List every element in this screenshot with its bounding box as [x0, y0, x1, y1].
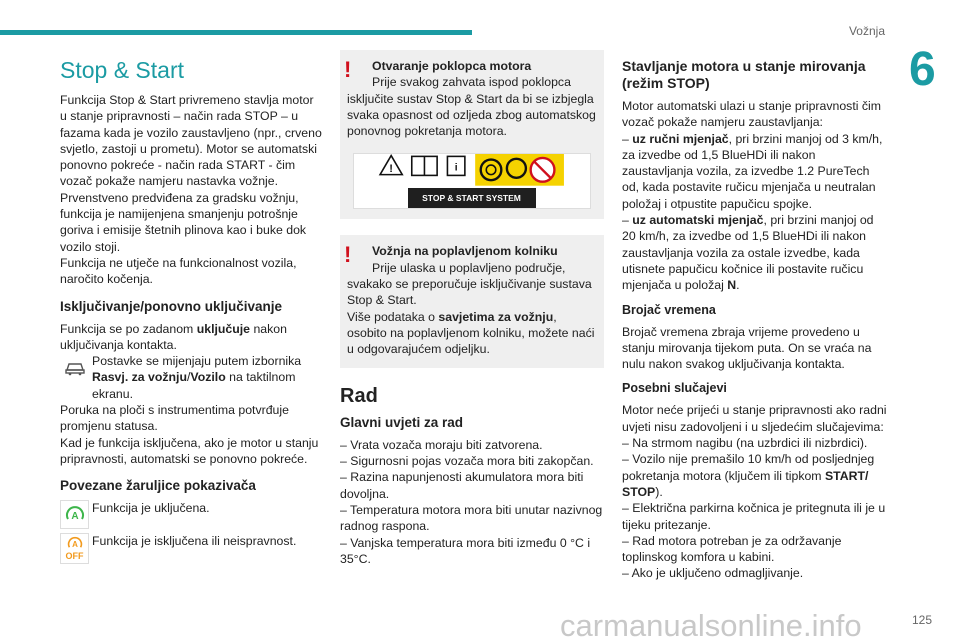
condition-item: – Vanjska temperatura mora biti između 0 °C i 35°C.: [340, 535, 591, 566]
column-stop-mode: [622, 50, 888, 582]
chapter-number: 6: [909, 43, 936, 96]
column-warnings: [340, 50, 604, 567]
menu-instruction: Postavke se mijenjaju putem izbornika Rasvj. za vožnju/Vozilo na taktilnom ekranu.: [60, 353, 322, 402]
warning-icon: !: [344, 57, 352, 82]
switch-paragraph: Poruka na ploči s instrumentima potvrđuje promjenu statusa.: [60, 403, 289, 434]
lamp-off-text: Funkcija je isključena ili neispravnost.: [92, 534, 297, 549]
svg-text:A: A: [70, 510, 79, 522]
warning-bonnet: ! Otvaranje poklopca motora Prije svakog zahvata ispod poklopca isključite sustav Stop & Start da bi se izbjegla svaka opasnost od ozljeda zbog automatskog ponovnog pokretanja motora. ! i STOP & START SYSTEM: [340, 50, 604, 219]
sticker-label: STOP & START SYSTEM: [408, 188, 536, 208]
switch-paragraph: Funkcija se po zadanom uključuje nakon uključivanja kontakta.: [60, 321, 287, 352]
special-item: – Rad motora potreban je za održavanje toplinskog komfora u kabini.: [622, 533, 842, 565]
condition-item: – Temperatura motora mora biti unutar nazivnog radnog raspona.: [340, 503, 603, 534]
counter-text: Brojač vremena zbraja vrijeme provedeno u stanju mirovanja tijekom puta. On se vraća na nulu nakon svakog uključivanja kontakta.: [622, 324, 872, 372]
auto-start-off-orange-icon: A OFF: [60, 533, 89, 564]
lamp-off-row: [60, 533, 322, 564]
heading-special: Posebni slučajevi: [622, 381, 727, 396]
heading-conditions: Glavni uvjeti za rad: [340, 414, 464, 430]
heading-rad: Rad: [340, 384, 378, 407]
page-number: 125: [911, 613, 932, 627]
warning-flood: ! Vožnja na poplavljenom kolniku Prije ulaska u poplavljeno područje, svakako se preporučuje isključivanje sustava Stop & Start. Više podataka o savjetima za vožnju, osobito na poplavljenom kolniku, možete naći u odgovarajućem odjeljku.: [340, 235, 604, 367]
condition-item: – Sigurnosni pojas vozača mora biti zakopčan.: [340, 454, 594, 469]
sticker-pictograms: [356, 154, 588, 186]
lamp-on-row: [60, 500, 322, 529]
heading-counter: Brojač vremena: [622, 302, 716, 317]
heading-lamps: Povezane žaruljice pokazivača: [60, 478, 256, 494]
special-intro: Motor neće prijeći u stanje pripravnosti ako radni uvjeti nisu zadovoljeni i u sljedećim slučajevima:: [622, 403, 887, 434]
intro-paragraph: Funkcija Stop & Start privremeno stavlja motor u stanje pripravnosti – način rada STOP – u fazama kada je vozilo zaustavljeno (npr., crveno svjetlo, zastoji u prometu). Motor se automatski ponovno pokreće - način rada START - čim vozač pokaže namjeru nastavka vožnje.: [60, 93, 322, 189]
top-accent-bar: [0, 30, 472, 35]
warning-title: Vožnja na poplavljenom kolniku: [372, 244, 558, 259]
special-item: – Električna parkirna kočnica je pritegnuta ili je u tijeku pritezanje.: [622, 501, 886, 532]
intro-paragraph: Prvenstveno predviđena za gradsku vožnju, funkcija je namijenjena smanjenju potrošnje goriva i emisije štetnih plinova kao i buke dok vozilo stoji.: [60, 190, 307, 254]
stop-intro: Motor automatski ulazi u stanje pripravnosti čim vozač pokaže namjeru zaustavljanja:: [622, 99, 882, 130]
stop-manual: – uz ručni mjenjač, pri brzini manjoj od 3 km/h, za izvedbe od 1,5 BlueHDi ili nakon zaustavljanja vozila, za izvedbe 1.2 PureTech od, kada postavite ručicu mjenjača u neutralan položaj i otpustite papučicu spojke.: [622, 131, 883, 211]
column-stop-start: [60, 50, 322, 568]
heading-stop-mode: Stavljanje motora u stanje mirovanja (režim STOP): [622, 58, 866, 91]
special-item: – Vozilo nije premašilo 10 km/h od posljednjeg pokretanja motora (ključem ili tipkom START/ STOP).: [622, 452, 875, 499]
heading-switch: Isključivanje/ponovno uključivanje: [60, 298, 283, 314]
page-title: Stop & Start: [60, 57, 185, 83]
watermark: carmanualsonline.info: [560, 608, 862, 643]
stop-start-sticker: [353, 153, 591, 209]
special-item: – Na strmom nagibu (na uzbrdici ili nizbrdici).: [622, 436, 868, 451]
svg-text:!: !: [388, 163, 393, 176]
switch-paragraph: Kad je funkcija isključena, ako je motor u stanju pripravnosti, automatski se ponovno pokreće.: [60, 435, 319, 466]
auto-start-green-icon: [60, 500, 89, 529]
intro-paragraph: Funkcija ne utječe na funkcionalnost vozila, naročito kočenja.: [60, 255, 297, 287]
section-header: Vožnja: [848, 24, 885, 38]
stop-automatic: – uz automatski mjenjač, pri brzini manjoj od 20 km/h, za izvedbe od 1,5 BlueHDi ili nakon zaustavljanja vozila za ostale izvedbe, kada utisnete papučicu kočnice ili postavite ručicu mjenjača u položaj N.: [622, 213, 874, 293]
condition-item: – Razina napunjenosti akumulatora mora biti dovoljna.: [340, 470, 584, 501]
car-icon: [60, 353, 89, 382]
warning-title: Otvaranje poklopca motora: [372, 59, 532, 73]
warning-icon: !: [344, 242, 352, 268]
condition-item: – Vrata vozača moraju biti zatvorena.: [340, 437, 543, 452]
special-item: – Ako je uključeno odmagljivanje.: [622, 566, 804, 581]
svg-text:i: i: [454, 163, 458, 175]
lamp-on-text: Funkcija je uključena.: [92, 501, 210, 516]
svg-text:A: A: [71, 540, 78, 550]
